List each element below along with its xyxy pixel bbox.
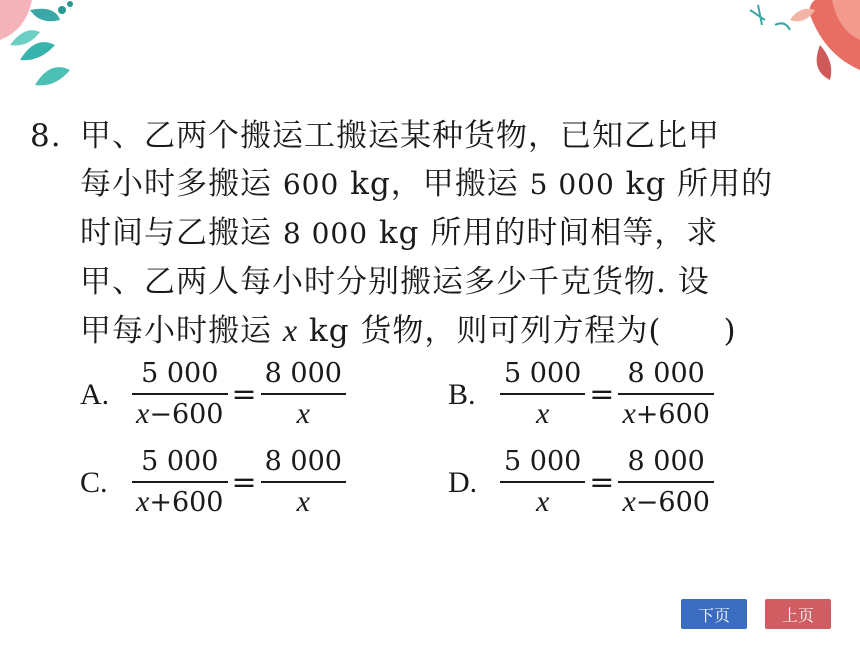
question-line-5: 甲每小时搬运 x kg 货物，则可列方程为( ) <box>80 312 737 349</box>
question-line-2: 每小时多搬运 600 kg，甲搬运 5 000 kg 所用的 <box>80 166 774 202</box>
option-d: D. $\frac{5 000}{x}$ = $\frac{8 000}{x-600}$ <box>448 443 716 522</box>
question-line-4: 甲、乙两人每小时分别搬运多少千克货物. 设 <box>80 264 710 300</box>
fraction-left: $\frac{5 000}{x+600}$ <box>132 443 228 522</box>
floral-decoration-right <box>720 0 860 90</box>
fraction-right: $\frac{8 000}{x-600}$ <box>618 443 714 522</box>
next-page-button[interactable]: 下页 <box>681 599 747 629</box>
question-line-1: 8. 甲、乙两个搬运工搬运某种货物，已知乙比甲 <box>30 112 830 160</box>
option-b: B. $\frac{5 000}{x}$ = $\frac{8 000}{x+600}$ <box>448 355 716 434</box>
question-text <box>30 112 830 355</box>
fraction-right: $\frac{8 000}{x+600}$ <box>618 355 714 434</box>
floral-decoration-left <box>0 0 120 120</box>
fraction-right: $\frac{8 000}{x}$ <box>261 443 346 522</box>
question-number: 8. <box>30 118 62 154</box>
prev-page-button[interactable]: 上页 <box>765 599 831 629</box>
fraction-right: $\frac{8 000}{x}$ <box>261 355 346 434</box>
option-a: A. $\frac{5 000}{x-600}$ = $\frac{8 000}{x}$ <box>80 355 348 434</box>
fraction-left: $\frac{5 000}{x-600}$ <box>132 355 228 434</box>
fraction-left: $\frac{5 000}{x}$ <box>500 355 585 434</box>
fraction-left: $\frac{5 000}{x}$ <box>500 443 585 522</box>
question-line-3: 时间与乙搬运 8 000 kg 所用的时间相等，求 <box>80 215 719 251</box>
option-c: C. $\frac{5 000}{x+600}$ = $\frac{8 000}{x}$ <box>80 443 348 522</box>
